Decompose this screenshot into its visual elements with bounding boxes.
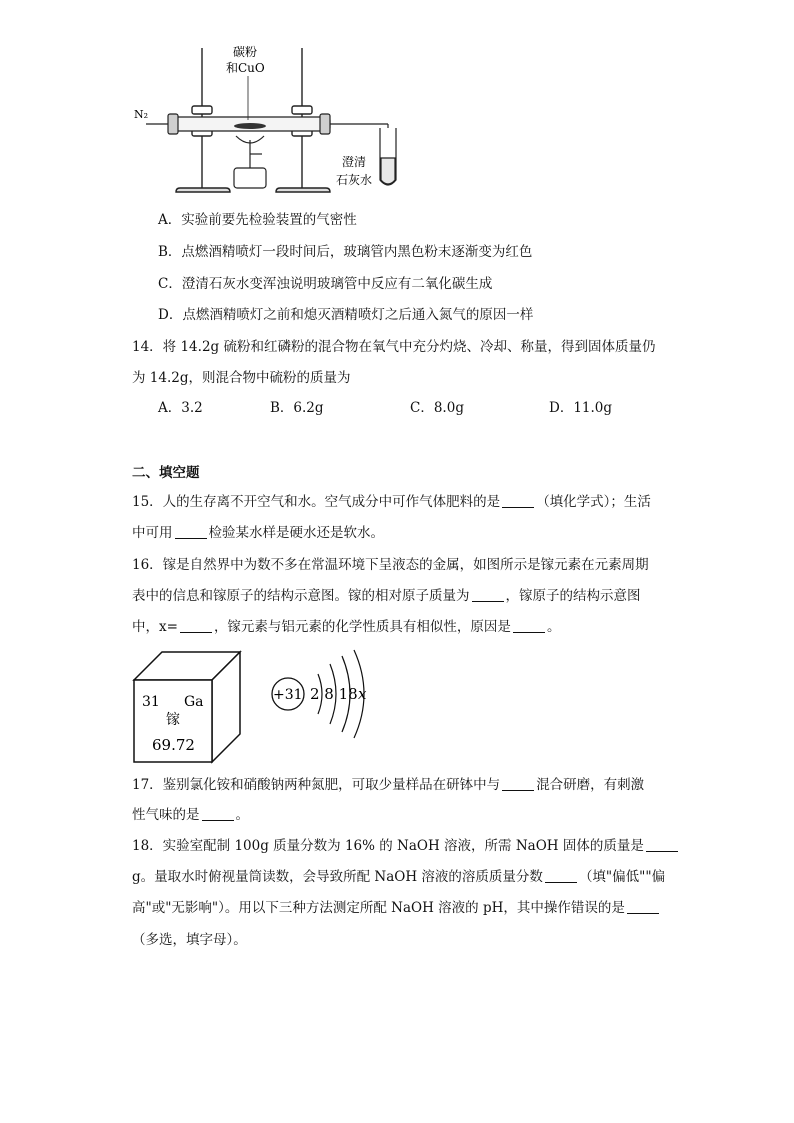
apparatus-label-top-1: 碳粉 bbox=[233, 45, 258, 59]
answer-blank[interactable] bbox=[175, 524, 207, 539]
q14-line-2: 为 14.2g，则混合物中硫粉的质量为 bbox=[132, 370, 351, 386]
q16-line-1: 16．镓是自然界中为数不多在常温环境下呈液态的金属，如图所示是镓元素在元素周期 bbox=[132, 557, 649, 573]
q14-option-a: A．3.2 bbox=[158, 400, 203, 416]
q14-option-d: D．11.0g bbox=[549, 400, 613, 416]
element-symbol: Ga bbox=[184, 694, 204, 710]
q13-option-a: A．实验前要先检验装置的气密性 bbox=[158, 212, 357, 228]
answer-blank[interactable] bbox=[502, 776, 534, 791]
powder-pile bbox=[234, 123, 266, 129]
atom-structure-diagram bbox=[268, 648, 388, 744]
answer-blank[interactable] bbox=[646, 837, 678, 852]
answer-blank[interactable] bbox=[502, 493, 534, 508]
q13-option-d: D．点燃酒精喷灯之前和熄灭酒精喷灯之后通入氮气的原因一样 bbox=[158, 307, 534, 323]
element-number: 31 bbox=[142, 694, 160, 710]
answer-blank[interactable] bbox=[202, 806, 234, 821]
q16-line-2: 表中的信息和镓原子的结构示意图。镓的相对原子质量为 ，镓原子的结构示意图 bbox=[132, 588, 641, 604]
section-title: 二、填空题 bbox=[132, 465, 200, 481]
apparatus-label-right-1: 澄清 bbox=[342, 155, 367, 169]
apparatus-figure bbox=[130, 38, 420, 198]
nucleus-charge: +31 bbox=[273, 687, 303, 703]
test-tube bbox=[380, 128, 396, 185]
q18-line-3: 高"或"无影响"）。用以下三种方法测定所配 NaOH 溶液的 pH，其中操作错误的是 bbox=[132, 898, 661, 918]
alcohol-blast-lamp bbox=[234, 136, 266, 188]
q14-option-b: B．6.2g bbox=[270, 400, 324, 416]
q18-line-1: 18．实验室配制 100g 质量分数为 16% 的 NaOH 溶液，所需 NaOH 固体的质量是 bbox=[132, 836, 680, 856]
q16-line-3: 中，x= ，镓元素与铝元素的化学性质具有相似性，原因是 。 bbox=[132, 619, 561, 635]
electron-shells: 2 8 18 bbox=[310, 685, 358, 703]
q17-line-2: 性气味的是 。 bbox=[132, 807, 249, 823]
answer-blank[interactable] bbox=[513, 618, 545, 633]
element-mass: 69.72 bbox=[152, 736, 195, 754]
element-card bbox=[132, 650, 244, 764]
answer-blank[interactable] bbox=[545, 868, 577, 883]
answer-blank[interactable] bbox=[627, 899, 659, 914]
q15-line-2: 中可用 检验某水样是硬水还是软水。 bbox=[132, 525, 384, 541]
q14-line-1: 14．将 14.2g 硫粉和红磷粉的混合物在氧气中充分灼烧、冷却、称量，得到固体质量仍 bbox=[132, 339, 656, 355]
q13-option-c: C．澄清石灰水变浑浊说明玻璃管中反应有二氧化碳生成 bbox=[158, 276, 493, 292]
apparatus-label-right-2: 石灰水 bbox=[336, 173, 373, 187]
glass-tube bbox=[146, 114, 388, 138]
answer-blank[interactable] bbox=[472, 587, 504, 602]
apparatus-label-gas: N₂ bbox=[134, 108, 149, 121]
q13-option-b: B．点燃酒精喷灯一段时间后，玻璃管内黑色粉末逐渐变为红色 bbox=[158, 244, 533, 260]
outer-electron: x bbox=[358, 685, 367, 703]
q15-line-1: 15．人的生存离不开空气和水。空气成分中可作气体肥料的是 （填化学式）；生活 bbox=[132, 494, 651, 510]
element-name: 镓 bbox=[166, 712, 180, 728]
answer-blank[interactable] bbox=[180, 618, 212, 633]
q18-line-2: g。量取水时俯视量筒读数，会导致所配 NaOH 溶液的溶质质量分数 （填"偏低""偏 bbox=[132, 869, 666, 885]
q18-line-4: （多选，填字母）。 bbox=[132, 932, 247, 948]
q17-line-1: 17．鉴别氯化铵和硝酸钠两种氮肥，可取少量样品在研钵中与 混合研磨，有刺激 bbox=[132, 777, 645, 793]
q14-option-c: C．8.0g bbox=[410, 400, 464, 416]
apparatus-label-top-2: 和CuO bbox=[226, 61, 265, 75]
